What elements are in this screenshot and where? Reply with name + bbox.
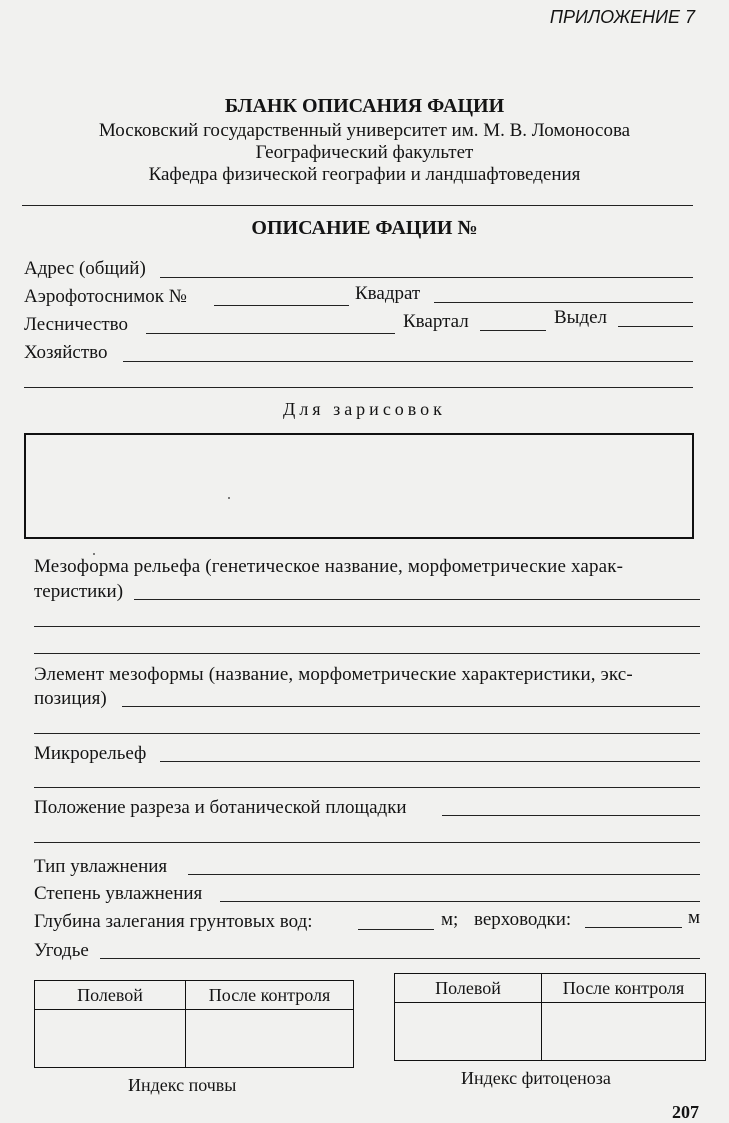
section-position-field-extra-line[interactable] [34,842,700,843]
page-number: 207 [672,1102,699,1122]
print-speck [93,553,95,555]
farm-field[interactable] [123,361,693,362]
element-label-line1: Элемент мезоформы (название, морфометрические характеристики, экс- [34,664,633,685]
square-field[interactable] [434,302,693,303]
section-position-field[interactable] [442,815,700,816]
sketch-label: Для зарисовок [283,399,446,419]
land-use-field[interactable] [100,958,700,959]
forestry-label: Лесничество [24,314,128,335]
mesoform-field-extra-line-2[interactable] [34,653,700,654]
moisture-type-field[interactable] [188,874,700,875]
header-divider [22,205,693,206]
microrelief-field-extra-line[interactable] [34,787,700,788]
section-position-label: Положение разреза и ботанической площадки [34,797,407,818]
address-field[interactable] [160,277,693,278]
phytocenosis-index-control-header: После контроля [542,974,706,1003]
address-label: Адрес (общий) [24,258,146,279]
aerial-photo-field[interactable] [214,305,349,306]
print-speck [228,497,230,499]
description-title: ОПИСАНИЕ ФАЦИИ № [251,217,478,239]
groundwater-depth-label: Глубина залегания грунтовых вод: [34,911,313,932]
form-title: БЛАНК ОПИСАНИЯ ФАЦИИ [224,95,505,117]
microrelief-field[interactable] [160,761,700,762]
soil-index-table [34,980,354,1068]
square-label: Квадрат [355,283,421,304]
soil-index-control-cell[interactable] [186,1010,354,1068]
phytocenosis-index-field-cell[interactable] [395,1003,542,1061]
soil-index-field-header: Полевой [35,981,186,1010]
mesoform-field-extra-line-1[interactable] [34,626,700,627]
farm-label: Хозяйство [24,342,108,363]
groundwater-depth-field[interactable] [358,929,434,930]
department-name: Кафедра физической географии и ландшафтоведения [148,164,581,185]
element-field[interactable] [122,706,700,707]
appendix-label: ПРИЛОЖЕНИЕ 7 [549,7,695,27]
groundwater-unit: м; [441,909,459,930]
moisture-degree-label: Степень увлажнения [34,883,203,904]
soil-index-field-cell[interactable] [35,1010,186,1068]
forestry-field[interactable] [146,333,395,334]
farm-field-extra-line[interactable] [24,387,693,388]
sketch-box[interactable] [24,433,694,539]
faculty-name: Географический факультет [255,142,474,163]
quarter-field[interactable] [480,330,546,331]
phytocenosis-index-table [394,973,706,1061]
moisture-type-label: Тип увлажнения [34,856,168,877]
quarter-label: Квартал [403,311,469,332]
allotment-label: Выдел [554,307,608,328]
land-use-label: Угодье [34,940,89,961]
mesoform-label-line1: Мезоформа рельефа (генетическое название, морфометрические харак- [34,556,624,577]
perched-water-unit: м [688,907,701,928]
moisture-degree-field[interactable] [220,901,700,902]
aerial-photo-label: Аэрофотоснимок № [24,286,187,307]
university-name: Московский государственный университет им. М. В. Ломоносова [98,120,631,141]
perched-water-label: верховодки: [474,909,572,930]
phytocenosis-index-caption: Индекс фитоценоза [461,1068,611,1088]
mesoform-field[interactable] [134,599,700,600]
perched-water-field[interactable] [585,927,682,928]
microrelief-label: Микрорельеф [34,743,147,764]
element-field-extra-line[interactable] [34,733,700,734]
mesoform-label-line2: теристики) [34,581,124,602]
soil-index-control-header: После контроля [186,981,354,1010]
phytocenosis-index-field-header: Полевой [395,974,542,1003]
soil-index-caption: Индекс почвы [128,1075,237,1095]
allotment-field[interactable] [618,326,693,327]
element-label-line2: позиция) [34,688,107,709]
phytocenosis-index-control-cell[interactable] [542,1003,706,1061]
